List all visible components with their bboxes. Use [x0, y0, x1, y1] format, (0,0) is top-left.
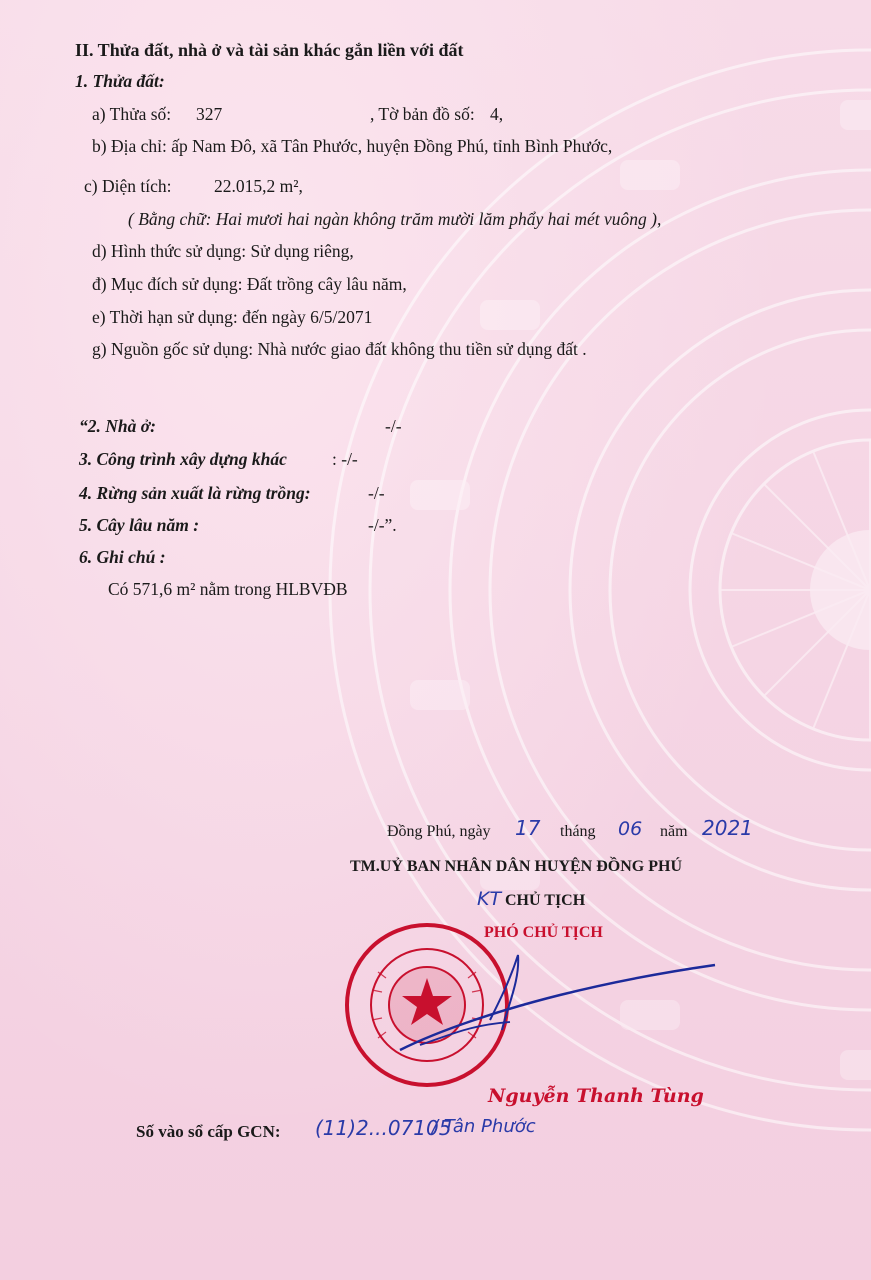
map-sheet-label: , Tờ bản đồ số: [370, 104, 475, 124]
usage-purpose: đ) Mục đích sử dụng: Đất trồng cây lâu năm, [92, 274, 407, 294]
section-title: II. Thửa đất, nhà ở và tài sản khác gắn liền với đất [75, 40, 464, 60]
area-label: c) Diện tích: [84, 176, 172, 196]
usage-origin: g) Nguồn gốc sử dụng: Nhà nước giao đất không thu tiền sử dụng đất . [92, 339, 587, 359]
parcel-number-label: a) Thửa số: [92, 104, 172, 124]
kt-handwritten: KT [477, 888, 502, 910]
authority: TM.UỶ BAN NHÂN DÂN HUYỆN ĐỒNG PHÚ [350, 858, 682, 875]
vice-chairman-title: PHÓ CHỦ TỊCH [484, 924, 603, 941]
usage-form: d) Hình thức sử dụng: Sử dụng riêng, [92, 241, 354, 261]
registry-number: (11)2...07105 [315, 1116, 452, 1140]
house-label: “2. Nhà ở: [79, 416, 156, 436]
signer-name: Nguyễn Thanh Tùng [488, 1085, 704, 1107]
forest-label: 4. Rừng sản xuất là rừng trồng: [79, 483, 311, 503]
registry-label: Số vào sổ cấp GCN: [136, 1122, 281, 1141]
chairman-title: CHỦ TỊCH [505, 892, 586, 909]
signing-year: 2021 [702, 816, 753, 840]
other-construction-value: : -/- [332, 449, 358, 469]
note-text: Có 571,6 m² nằm trong HLBVĐB [108, 579, 348, 599]
signing-year-label: năm [660, 823, 688, 840]
area-in-words: ( Bằng chữ: Hai mươi hai ngàn không trăm mười lăm phẩy hai mét vuông ), [128, 209, 662, 229]
signing-month-label: tháng [560, 823, 596, 840]
registry-commune: / Tân Phước [432, 1116, 536, 1137]
signing-month: 06 [618, 818, 643, 840]
land-heading: 1. Thửa đất: [75, 71, 165, 91]
parcel-number-value: 327 [196, 104, 223, 124]
other-construction-label: 3. Công trình xây dựng khác [79, 449, 287, 469]
usage-term: e) Thời hạn sử dụng: đến ngày 6/5/2071 [92, 307, 373, 327]
area-value: 22.015,2 m², [214, 176, 303, 196]
signing-day: 17 [515, 816, 541, 840]
perennial-trees-value: -/-”. [368, 515, 397, 535]
forest-value: -/- [368, 483, 385, 503]
perennial-trees-label: 5. Cây lâu năm : [79, 515, 200, 535]
signing-place: Đồng Phú, ngày [387, 823, 491, 840]
note-heading: 6. Ghi chú : [79, 547, 166, 567]
map-sheet-value: 4, [490, 104, 504, 124]
signature [380, 950, 720, 1070]
house-value: -/- [385, 416, 402, 436]
address-line: b) Địa chỉ: ấp Nam Đô, xã Tân Phước, huyện Đồng Phú, tỉnh Bình Phước, [92, 136, 613, 156]
